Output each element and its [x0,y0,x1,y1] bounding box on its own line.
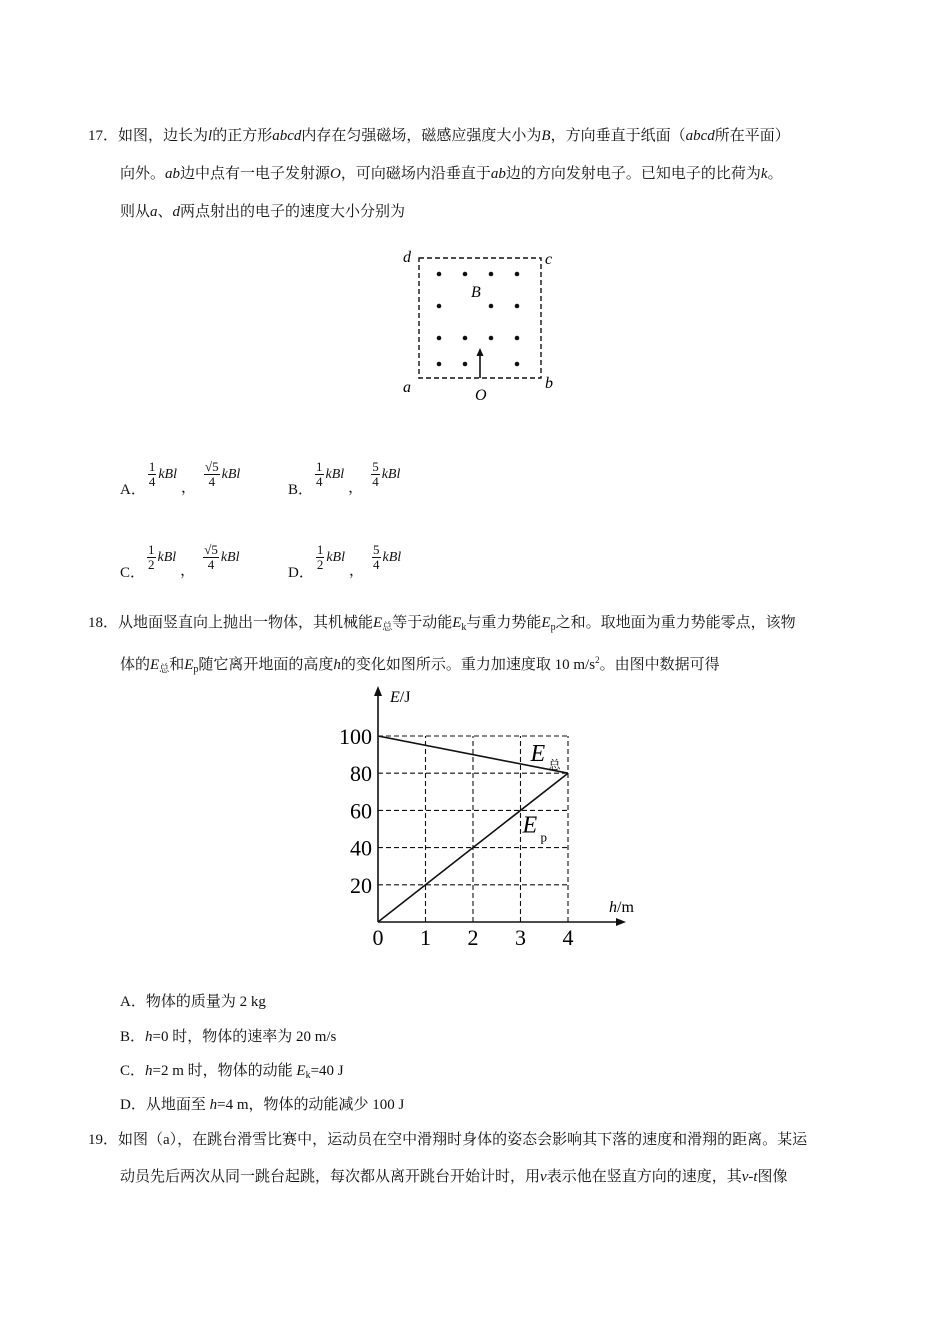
y-axis-unit: /J [399,689,411,706]
fraction-numerator: 1 [148,459,156,474]
q17-option-C [120,533,239,582]
option-label: D． [288,565,314,581]
corner-d: d [403,249,411,266]
fraction-denominator: 4 [208,474,216,489]
q17-line1: 17．如图，边长为l的正方形abcd内存在匀强磁场，磁感应强度大小为B，方向垂直于纸面（abcd所在平面） [88,128,790,144]
series-label-Ep: E [522,812,538,839]
x-tick-label: 3 [515,925,526,950]
field-dot [515,362,520,367]
y-tick-label: 40 [350,835,372,861]
unit-kBl: kBl [326,549,345,565]
fraction [147,543,156,572]
series-label-E-total: E [530,741,546,767]
field-dot [515,304,520,309]
q17-option-A [120,450,240,499]
q18-option-D: D．从地面至 h=4 m，物体的动能减少 100 J [120,1097,405,1113]
fraction [315,460,324,489]
emission-arrowhead [477,348,484,356]
fraction-numerator: 5 [373,542,380,557]
fraction-numerator: 1 [148,542,155,557]
fraction-numerator: 1 [316,459,323,474]
y-tick-label: 60 [350,798,372,824]
unit-kBl: kBl [220,549,240,565]
chart-axes [374,686,626,926]
field-dot [463,336,468,341]
x-axis-label [609,899,634,916]
fraction [204,460,220,489]
y-tick-label: 80 [350,761,372,787]
separator: ， [349,563,365,579]
fraction [148,460,157,489]
unit-kBl: kBl [381,466,401,482]
field-dot [463,272,468,277]
field-dot [489,272,494,277]
x-tick-label: 4 [562,925,574,950]
q19-line2: 动员先后两次从同一跳台起跳，每次都从离开跳台开始计时，用v表示他在竖直方向的速度，其v-t图像 [120,1169,788,1185]
fraction [371,460,380,489]
option-label: A． [120,482,146,498]
y-axis-var: E [390,689,400,706]
option-label: C． [120,565,146,581]
series-label-E-total-sub: 总 [548,758,561,772]
fraction [372,543,381,572]
q17-line2: 向外。ab边中点有一电子发射源O，可向磁场内沿垂直于ab边的方向发射电子。已知电子的比荷为k。 [120,166,783,182]
field-dot [437,272,442,277]
fraction [203,543,219,572]
corner-c: c [545,251,553,268]
separator: ， [348,480,364,496]
y-axis-label [389,689,410,706]
fraction-numerator: √5 [205,459,219,474]
fraction-denominator: 4 [372,474,379,489]
y-axis-arrowhead [374,686,382,696]
y-tick-label: 20 [350,872,372,898]
q18-option-B: B．h=0 时，物体的速率为 20 m/s [120,1029,337,1045]
q17-option-B [288,450,400,499]
source-label-O: O [475,387,487,404]
q18-option-C: C．h=2 m 时，物体的动能 $E_k=40$ J [120,1063,344,1081]
field-dot [437,362,442,367]
unit-kBl: kBl [157,549,177,565]
unit-kBl: kBl [221,466,241,482]
field-dot [489,304,494,309]
q18-line1: 18．从地面竖直向上抛出一物体，其机械能$E_总$等于动能$E_k$与重力势能$E_p$之和。取地面为重力势能零点，该物 [88,615,796,633]
q18-option-A: A．物体的质量为 2 kg [120,994,266,1010]
fraction-numerator: √5 [204,542,218,557]
x-axis-arrowhead [616,918,626,926]
y-tick-label: 100 [339,724,372,749]
fraction-denominator: 4 [316,474,323,489]
corner-a: a [403,379,411,396]
field-dot [489,336,494,341]
corner-b: b [545,375,553,392]
option-label: B． [288,482,314,498]
q19-line1: 19．如图（a），在跳台滑雪比赛中，运动员在空中滑翔时身体的姿态会影响其下落的速度和滑翔的距离。某运 [88,1132,808,1148]
fraction-denominator: 4 [373,557,380,572]
q17-line3: 则从a、d两点射出的电子的速度大小分别为 [120,204,406,220]
x-axis-var: h [609,899,617,916]
x-tick-label: 2 [467,925,479,950]
x-axis-unit: /m [617,899,634,916]
fraction-denominator: 4 [207,557,215,572]
fraction [316,543,325,572]
field-dot [515,336,520,341]
field-dot [463,362,468,367]
field-dot [437,304,442,309]
q18-energy-chart [330,680,650,955]
field-label-B: B [471,284,481,301]
fraction-numerator: 1 [316,542,324,557]
fraction-denominator: 2 [148,557,155,572]
unit-kBl: kBl [158,466,177,482]
separator: ， [181,480,197,496]
series-label-Ep-sub: p [540,829,547,845]
q17-option-D [288,533,401,582]
fraction-denominator: 4 [148,474,156,489]
q18-line2: 体的$E_总$和$E_p$随它离开地面的高度h的变化如图所示。重力加速度取 10 $m/s^2$。由图中数据可得 [120,655,720,675]
q17-figure [395,240,565,410]
field-dot [515,272,520,277]
fraction-denominator: 2 [316,557,324,572]
x-tick-label: 1 [420,925,431,950]
field-dot [437,336,442,341]
fraction-numerator: 5 [372,459,379,474]
unit-kBl: kBl [325,466,345,482]
separator: ， [180,563,196,579]
x-tick-label: 0 [372,925,384,950]
unit-kBl: kBl [382,549,402,565]
